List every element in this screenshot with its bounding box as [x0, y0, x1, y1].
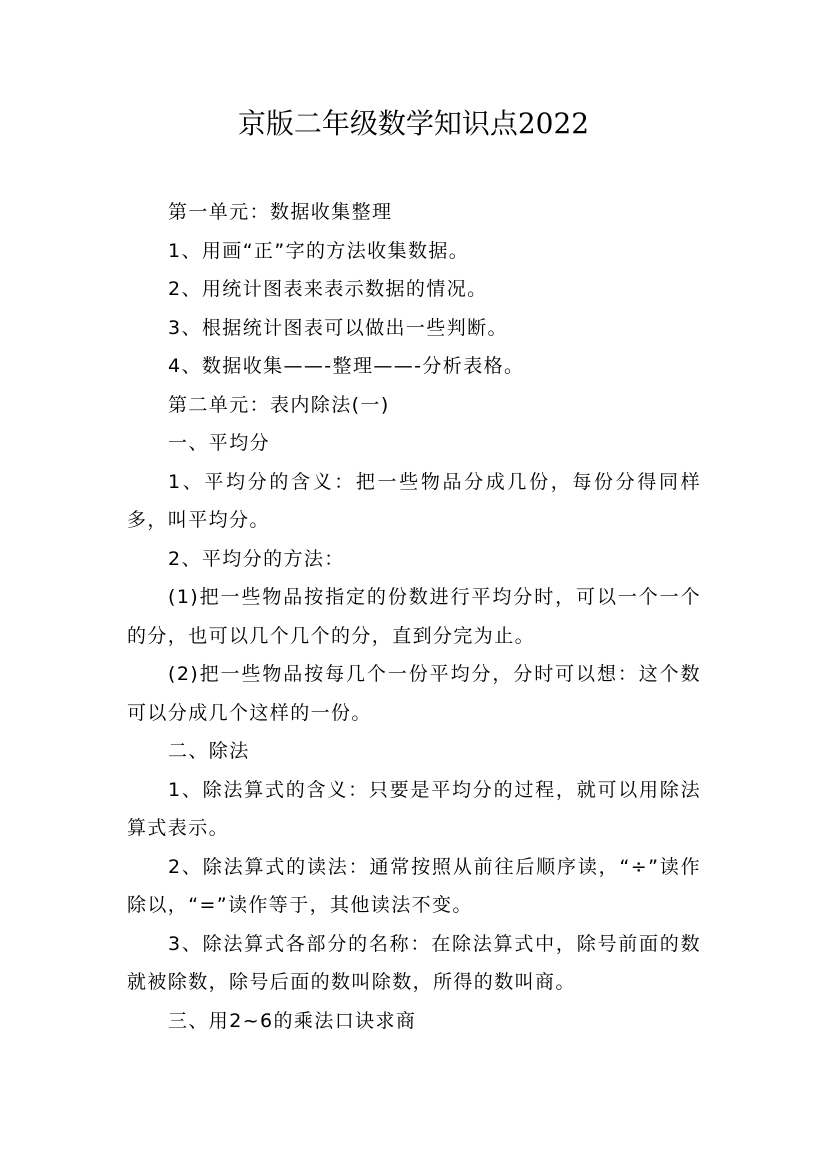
paragraph: 2、除法算式的读法：通常按照从前往后顺序读，“÷”读作除以，“=”读作等于，其他读法不变。	[127, 855, 701, 916]
paragraph: 2、用统计图表来表示数据的情况。	[168, 278, 488, 300]
paragraph: 1、除法算式的含义：只要是平均分的过程，就可以用除法算式表示。	[127, 778, 701, 839]
paragraph: 1、平均分的含义：把一些物品分成几份，每份分得同样多，叫平均分。	[127, 470, 701, 531]
document-title: 京版二年级数学知识点2022	[237, 107, 590, 140]
paragraph: 第二单元：表内除法(一)	[168, 393, 390, 416]
paragraph: 二、除法	[168, 740, 250, 762]
paragraph: 3、根据统计图表可以做出一些判断。	[168, 316, 508, 339]
paragraph: (1)把一些物品按指定的份数进行平均分时，可以一个一个的分，也可以几个几个的分，直到分完为止。	[127, 586, 701, 647]
paragraph: (2)把一些物品按每几个一份平均分，分时可以想：这个数可以分成几个这样的一份。	[127, 663, 701, 724]
document-body	[127, 193, 701, 1040]
paragraph: 三、用2~6的乘法口诀求商	[168, 1009, 417, 1032]
paragraph: 1、用画“正”字的方法收集数据。	[168, 239, 470, 262]
paragraph: 2、平均分的方法：	[168, 547, 345, 570]
paragraph: 一、平均分	[168, 432, 271, 454]
paragraph: 第一单元：数据收集整理	[168, 201, 393, 223]
paragraph: 3、除法算式各部分的名称：在除法算式中，除号前面的数就被除数，除号后面的数叫除数，所得的数叫商。	[127, 932, 701, 993]
paragraph: 4、数据收集——-整理——-分析表格。	[168, 355, 525, 377]
